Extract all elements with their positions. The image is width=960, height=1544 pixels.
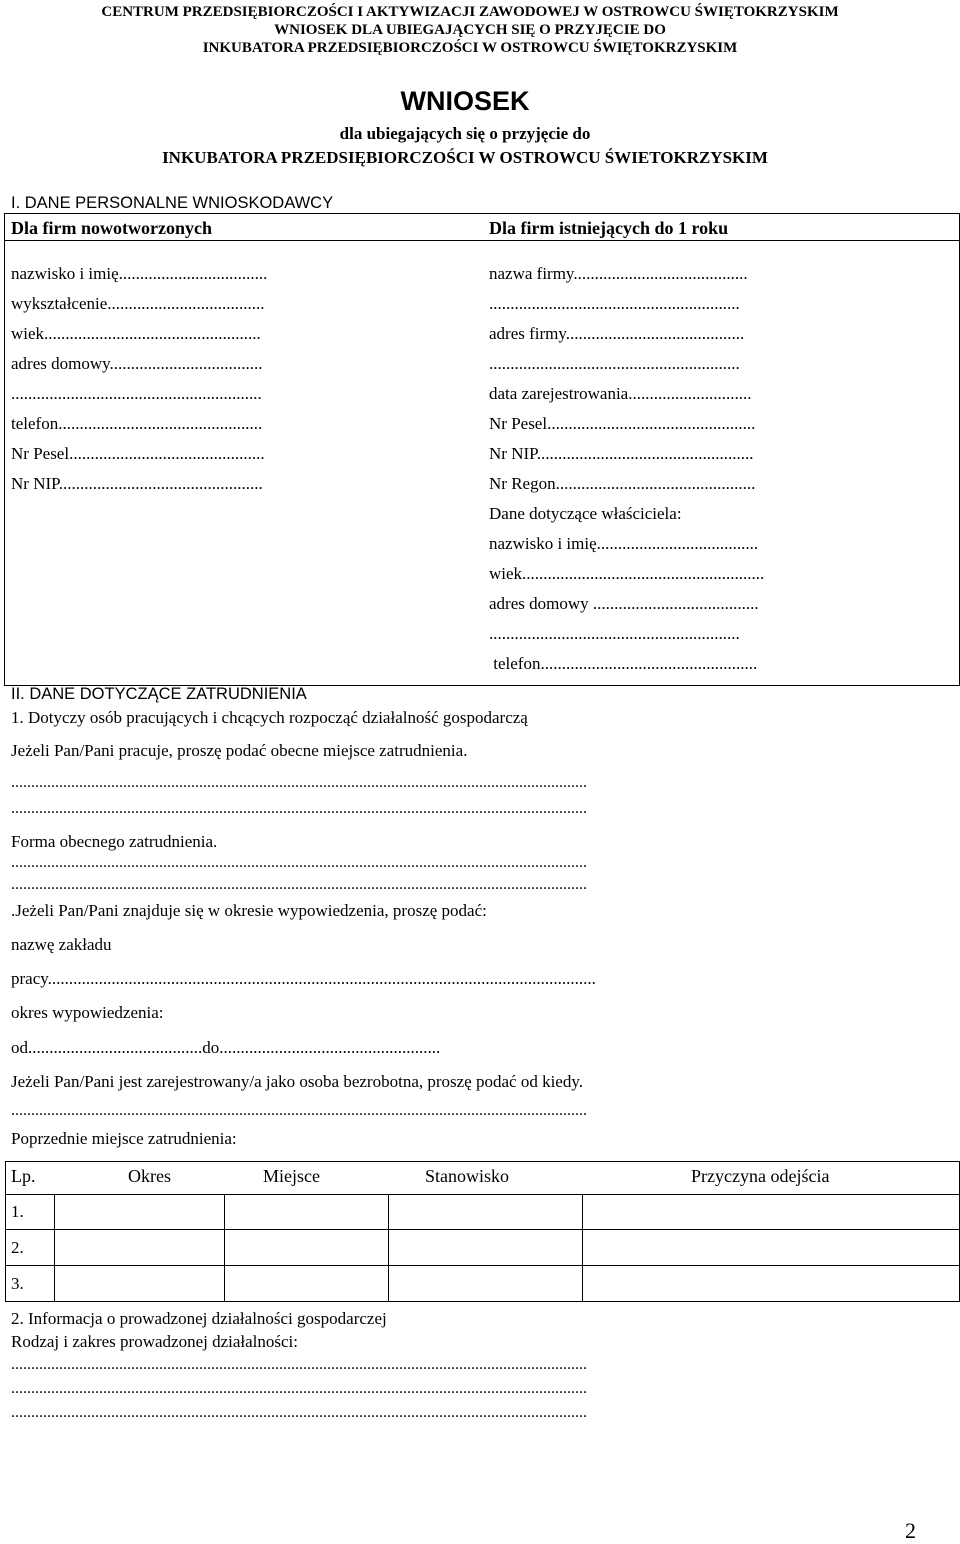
table-header-przyczyna: Przyczyna odejścia xyxy=(691,1166,830,1186)
field-adres-firmy[interactable]: adres firmy.......................................... xyxy=(489,324,745,343)
question-current-employment: Jeżeli Pan/Pani pracuje, proszę podać obecne miejsce zatrudnienia. xyxy=(11,741,468,760)
field-wiek[interactable]: wiek................................................... xyxy=(11,324,261,343)
field-workplace[interactable]: pracy................................................................................................................................. xyxy=(11,969,596,988)
question-unemployed: Jeżeli Pan/Pani jest zarejestrowany/a jako osoba bezrobotna, proszę podać od kiedy. xyxy=(11,1072,583,1091)
label-notice-period: okres wypowiedzenia: xyxy=(11,1003,164,1022)
field-adres-domowy[interactable]: adres domowy.................................... xyxy=(11,354,263,373)
section-2-heading: II. DANE DOTYCZĄCE ZATRUDNIENIA xyxy=(11,685,307,703)
table-row-number: 2. xyxy=(11,1238,24,1257)
field-wyksztalcenie[interactable]: wykształcenie..................................... xyxy=(11,294,265,313)
table-header-miejsce: Miejsce xyxy=(263,1166,320,1186)
answer-line[interactable]: ................................................................................................................................................ xyxy=(11,1404,587,1421)
header-line-2: WNIOSEK DLA UBIEGAJĄCYCH SIĘ O PRZYJĘCIE DO xyxy=(274,22,666,38)
header-line-1: CENTRUM PRZEDSIĘBIORCZOŚCI I AKTYWIZACJI ZAWODOWEJ W OSTROWCU ŚWIĘTOKRZYSKIM xyxy=(101,4,839,20)
table-row-divider xyxy=(5,1265,960,1266)
field-owner-wiek[interactable]: wiek......................................................... xyxy=(489,564,765,583)
table-column-divider xyxy=(224,1194,225,1301)
field-firma-pesel[interactable]: Nr Pesel................................................. xyxy=(489,414,756,433)
owner-data-label: Dane dotyczące właściciela: xyxy=(489,504,682,523)
table-column-divider xyxy=(54,1194,55,1301)
table-row-divider xyxy=(5,1229,960,1230)
section-1-header-divider xyxy=(4,240,960,241)
point-2-heading: 2. Informacja o prowadzonej działalności gospodarczej xyxy=(11,1309,387,1328)
label-workplace-name: nazwę zakładu xyxy=(11,935,112,954)
header-line-3: INKUBATORA PRZEDSIĘBIORCZOŚCI W OSTROWCU ŚWIĘTOKRZYSKIM xyxy=(202,40,738,56)
field-owner-adres-cont[interactable]: ........................................................... xyxy=(489,624,740,643)
answer-line[interactable]: ................................................................................................................................................ xyxy=(11,1356,587,1373)
field-owner-adres[interactable]: adres domowy ....................................... xyxy=(489,594,759,613)
table-row-divider xyxy=(5,1194,960,1195)
table-column-divider xyxy=(388,1194,389,1301)
field-nazwisko[interactable]: nazwisko i imię................................... xyxy=(11,264,268,283)
answer-line[interactable]: ................................................................................................................................................ xyxy=(11,1380,587,1397)
answer-line[interactable]: ................................................................................................................................................ xyxy=(11,1102,587,1119)
field-adres-domowy-cont[interactable]: ........................................................... xyxy=(11,384,262,403)
field-pesel[interactable]: Nr Pesel.............................................. xyxy=(11,444,265,463)
table-row-number: 3. xyxy=(11,1274,24,1293)
document-subtitle-2: INKUBATORA PRZEDSIĘBIORCZOŚCI W OSTROWCU ŚWIETOKRZYSKIM xyxy=(162,148,768,167)
field-nip[interactable]: Nr NIP................................................ xyxy=(11,474,263,493)
point-1-heading: 1. Dotyczy osób pracujących i chcących rozpocząć działalność gospodarczą xyxy=(11,708,528,727)
field-firma-nip[interactable]: Nr NIP................................................... xyxy=(489,444,754,463)
field-telefon[interactable]: telefon................................................ xyxy=(11,414,263,433)
field-data-zarejestrowania[interactable]: data zarejestrowania............................. xyxy=(489,384,752,403)
field-adres-firmy-cont[interactable]: ........................................................... xyxy=(489,354,740,373)
document-subtitle-1: dla ubiegających się o przyjęcie do xyxy=(339,124,591,143)
page-number: 2 xyxy=(905,1518,916,1543)
answer-line[interactable]: ................................................................................................................................................ xyxy=(11,800,587,817)
field-owner-nazwisko[interactable]: nazwisko i imię...................................... xyxy=(489,534,759,553)
label-business-scope: Rodzaj i zakres prowadzonej działalności: xyxy=(11,1332,298,1351)
label-previous-employment: Poprzednie miejsce zatrudnienia: xyxy=(11,1129,237,1148)
field-nazwa-firmy[interactable]: nazwa firmy......................................... xyxy=(489,264,748,283)
field-notice-dates[interactable]: od.........................................do.................................................... xyxy=(11,1038,441,1057)
field-nazwa-firmy-cont[interactable]: ........................................................... xyxy=(489,294,740,313)
answer-line[interactable]: ................................................................................................................................................ xyxy=(11,854,587,871)
right-column-header: Dla firm istniejących do 1 roku xyxy=(489,218,729,238)
table-header-lp: Lp. xyxy=(11,1166,36,1186)
answer-line[interactable]: ................................................................................................................................................ xyxy=(11,774,587,791)
table-header-okres: Okres xyxy=(128,1166,171,1186)
table-column-divider xyxy=(582,1194,583,1301)
question-employment-form: Forma obecnego zatrudnienia. xyxy=(11,832,218,851)
question-notice-period: .Jeżeli Pan/Pani znajduje się w okresie wypowiedzenia, proszę podać: xyxy=(11,901,487,920)
left-column-header: Dla firm nowotworzonych xyxy=(11,218,212,238)
document-title: WNIOSEK xyxy=(400,86,530,116)
section-1-heading: I. DANE PERSONALNE WNIOSKODAWCY xyxy=(11,194,334,212)
table-header-stanowisko: Stanowisko xyxy=(425,1166,510,1186)
field-regon[interactable]: Nr Regon............................................... xyxy=(489,474,756,493)
field-owner-telefon[interactable]: telefon................................................... xyxy=(489,654,758,673)
answer-line[interactable]: ................................................................................................................................................ xyxy=(11,876,587,893)
table-row-number: 1. xyxy=(11,1202,24,1221)
